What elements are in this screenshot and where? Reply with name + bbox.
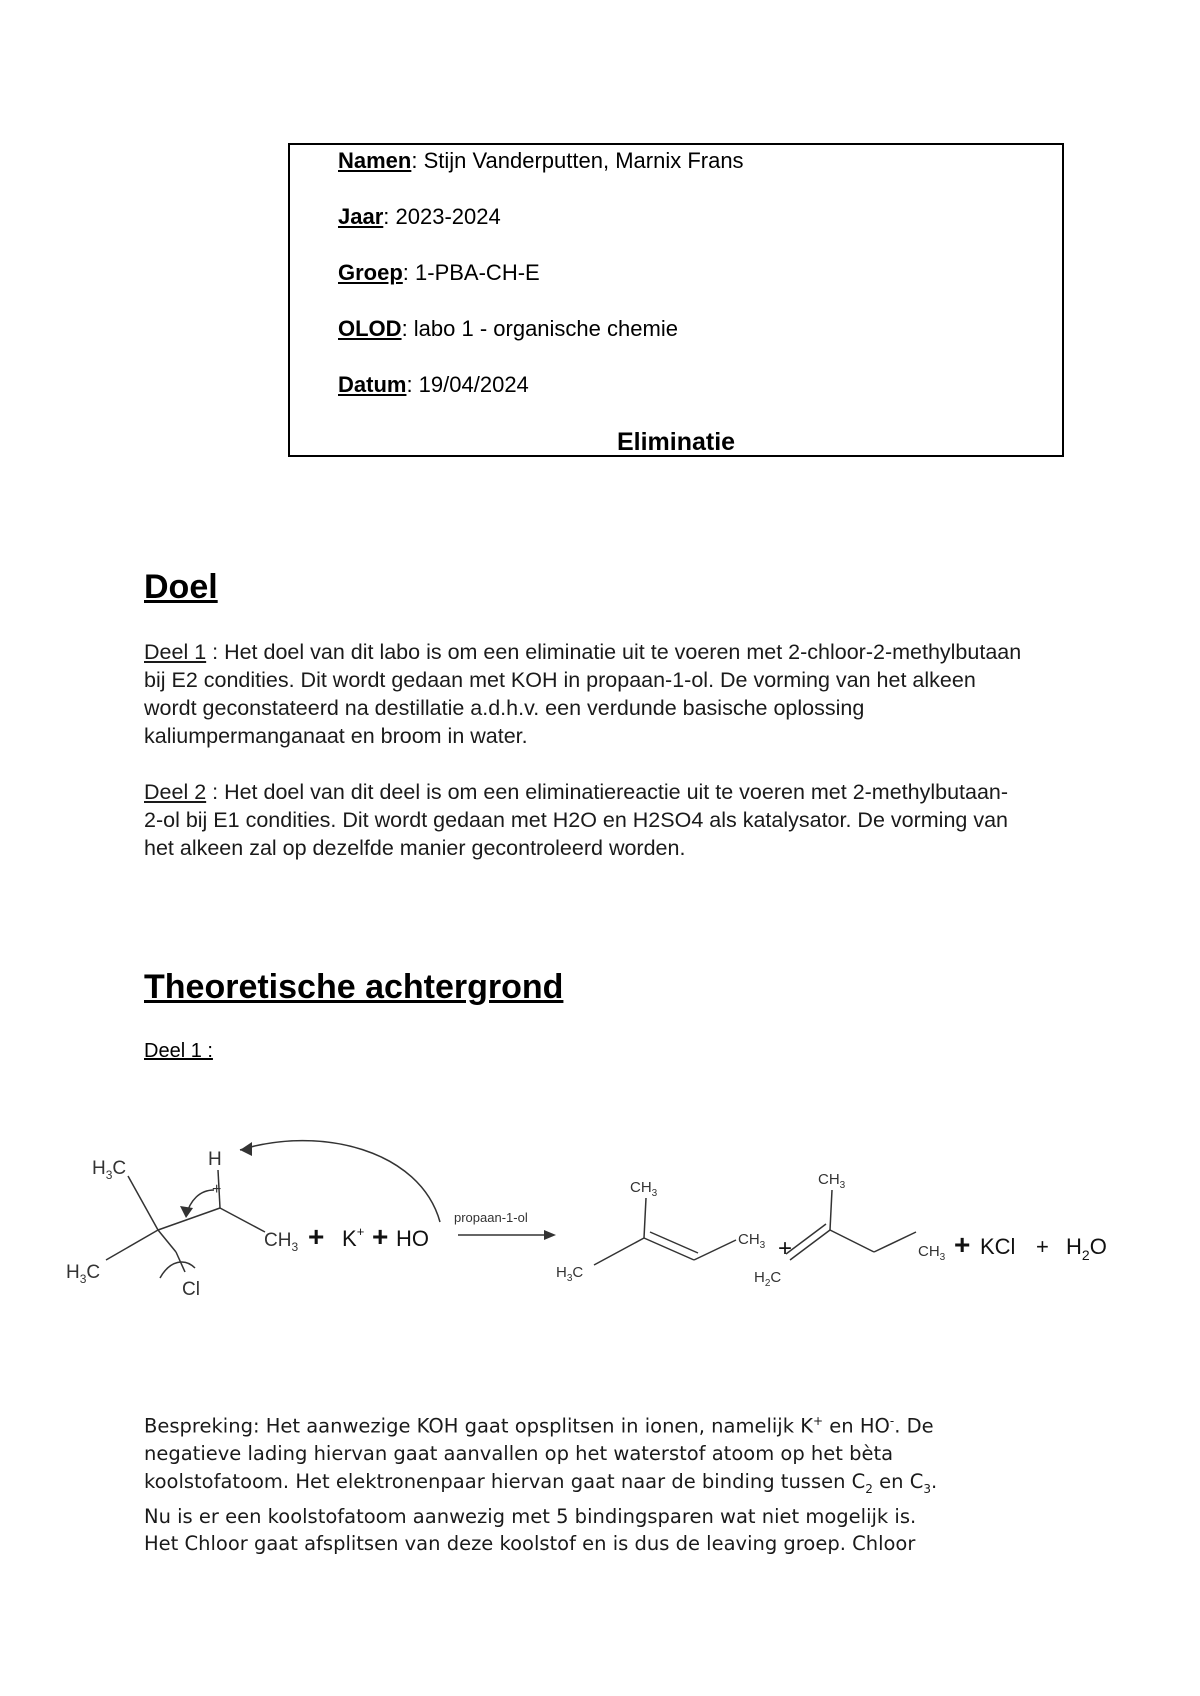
theorie-heading: Theoretische achtergrond (144, 968, 564, 1006)
reaction-scheme (0, 1110, 1200, 1310)
doel-deel2-paragraph (144, 778, 1024, 862)
reaction-arrow-head (544, 1230, 556, 1240)
year-label: Jaar (338, 204, 384, 229)
date-value: : 19/04/2024 (406, 372, 529, 397)
beta-h-plus: + (212, 1181, 222, 1198)
date-line (338, 372, 529, 398)
group-value: : 1-PBA-CH-E (402, 260, 540, 285)
ch3-label-reactant: $CH_3$ (264, 1230, 299, 1254)
olod-value: : labo 1 - organische chemie (401, 316, 678, 341)
h3c-label-p1: $H_3C$ (556, 1264, 584, 1284)
names-line (338, 148, 744, 174)
bespreking-line-2: negatieve lading hiervan gaat aanvallen op het waterstof atoom op het bèta (144, 1442, 894, 1465)
plus-sign-3: + (778, 1235, 793, 1262)
curved-arrow-head-2 (180, 1206, 193, 1218)
ho-ion-label: HO (396, 1226, 429, 1251)
bespreking-paragraph (144, 1408, 1084, 1558)
group-label: Groep (338, 260, 403, 285)
k-ion-label: K+ (342, 1224, 365, 1251)
h2o-label: $H_2O$ (1066, 1234, 1107, 1263)
doel-deel1-text: : Het doel van dit labo is om een eliminatie uit te voeren met 2-chloor-2-methylbutaan bij E2 condities. Dit wordt gedaan met KOH in propaan-1-ol. De vorming van het alkeen wordt geconstateerd na destillatie a.d.h.v. een verdunde basische oplossing kaliumpermanganaat en broom in water. (144, 640, 1022, 748)
plus-sign-5: + (1036, 1234, 1049, 1259)
cl-label: Cl (182, 1279, 200, 1300)
names-value: : Stijn Vanderputten, Marnix Frans (411, 148, 744, 173)
plus-sign-4: + (954, 1229, 971, 1260)
h-atom-label: H (208, 1149, 222, 1170)
date-label: Datum (338, 372, 407, 397)
names-label: Namen (338, 148, 412, 173)
ch3-label-p2-top: $CH_3$ (818, 1171, 846, 1191)
bespreking-line-5: Het Chloor gaat afsplitsen van deze koolstof en is dus de leaving groep. Chloor (144, 1532, 916, 1556)
bespreking-line-1: Bespreking: Het aanwezige KOH gaat opsplitsen in ionen, namelijk K+ en HO-. De (144, 1414, 934, 1438)
header-info-box (288, 143, 1064, 457)
doel-deel2-text: : Het doel van dit deel is om een eliminatiereactie uit te voeren met 2-methylbutaan-2-ol bij E1 condities. Dit wordt gedaan met H2O en H2SO4 als katalysator. De vorming van het alkeen zal op dezelfde manier gecontroleerd worden. (144, 780, 1009, 860)
doel-deel2-label: Deel 2 (144, 780, 207, 804)
year-line (338, 204, 501, 230)
year-value: : 2023-2024 (383, 204, 501, 229)
h3c-label-top: $H_3C$ (92, 1158, 127, 1182)
ch3-label-p1-right: $CH_3$ (738, 1231, 766, 1251)
bespreking-line-3: koolstofatoom. Het elektronenpaar hiervan gaat naar de binding tussen $C_2$ en $C_3$. (144, 1469, 938, 1496)
h2c-label-p2: $H_2C$ (754, 1269, 782, 1289)
bespreking-line-4: Nu is er een koolstofatoom aanwezig met 5 bindingsparen wat niet mogelijk is. (144, 1504, 917, 1528)
kcl-label: KCl (980, 1234, 1016, 1259)
document-title: Eliminatie (616, 428, 736, 456)
solvent-label: propaan-1-ol (454, 1210, 528, 1225)
doel-heading: Doel (144, 568, 218, 606)
olod-line (338, 316, 678, 342)
group-line (338, 260, 540, 286)
plus-sign-1: + (308, 1221, 325, 1252)
olod-label: OLOD (338, 316, 402, 341)
doel-deel1-label: Deel 1 (144, 640, 207, 664)
theorie-deel1-label: Deel 1 : (144, 1040, 213, 1062)
doel-deel1-paragraph (144, 638, 1024, 750)
plus-sign-2: + (372, 1221, 389, 1252)
curved-arrow-head-1 (240, 1142, 252, 1156)
ch3-label-p2-right: $CH_3$ (918, 1243, 946, 1263)
h3c-label-bottom: $H_3C$ (66, 1262, 101, 1286)
ch3-label-p1-top: $CH_3$ (630, 1179, 658, 1199)
